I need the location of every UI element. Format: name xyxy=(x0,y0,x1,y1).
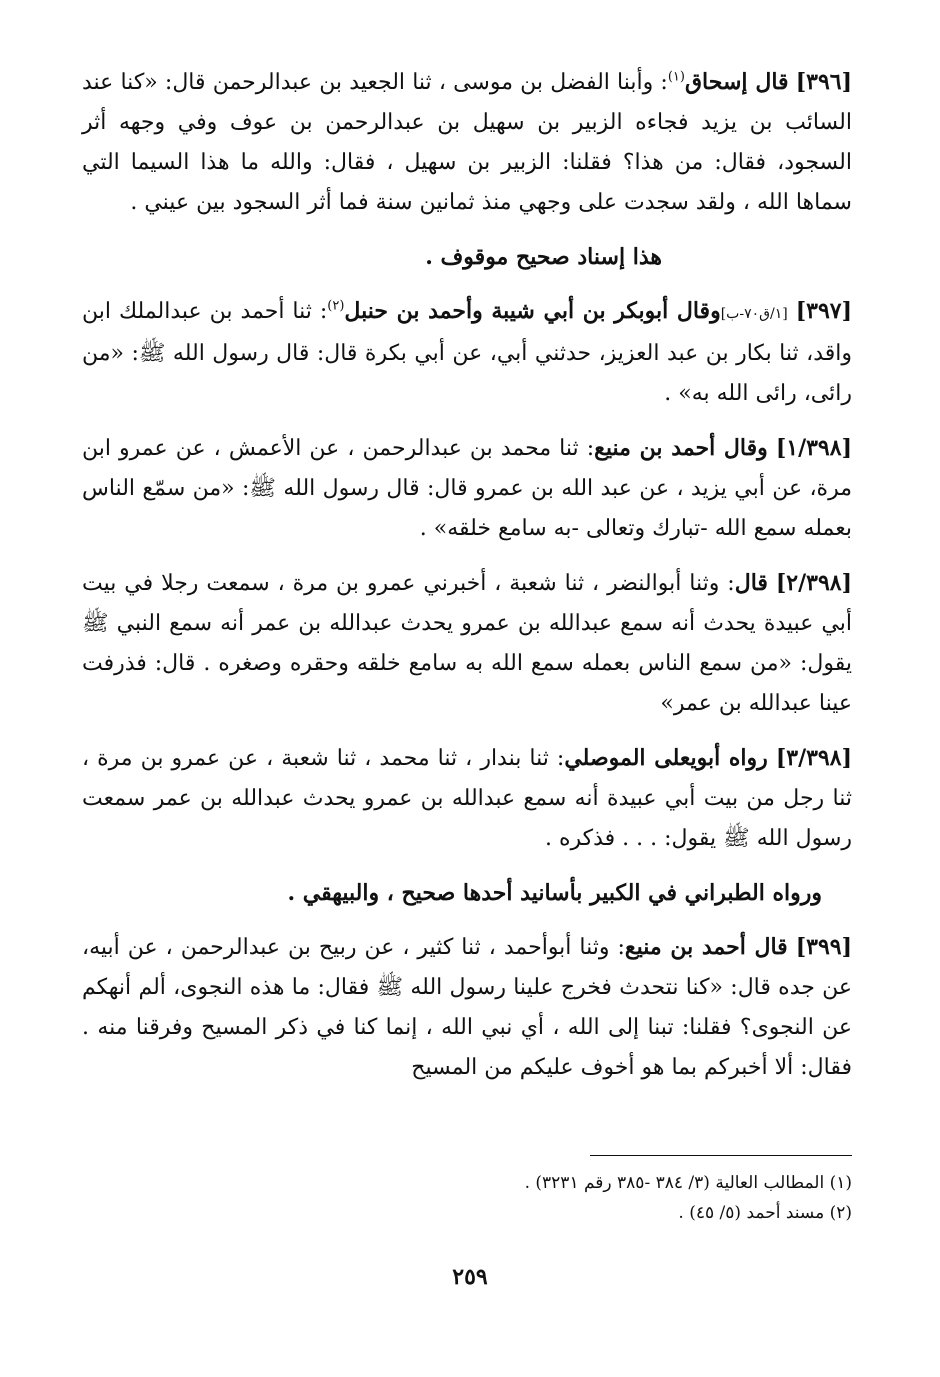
hadith-396 xyxy=(82,62,852,223)
hadith-text: : ثنا بندار ، ثنا محمد ، ثنا شعبة ، عن عمرو بن مرة ، ثنا رجل من بيت أبي عبيدة أنه سمع عبدالله بن عمرو يحدث عبدالله بن عمر سمعت رسول الله ﷺ يقول: . . . فذكره . xyxy=(82,746,852,851)
hadith-number: [١/٣٩٨] xyxy=(775,435,852,461)
page-number: ٢٥٩ xyxy=(452,1264,488,1290)
verdict-2: ورواه الطبراني في الكبير بأسانيد أحدها صحيح ، والبيهقي . xyxy=(287,880,822,906)
narrator-lead: قال xyxy=(734,570,768,596)
footnote-ref: (٢) xyxy=(327,298,345,314)
hadith-text: : وثنا أبوأحمد ، ثنا كثير ، عن ربيح بن عبدالرحمن ، عن أبيه، عن جده قال: «كنا نتحدث فخرج علينا رسول الله ﷺ فقال: ما هذه النجوى، ألم أنهكم عن النجوى؟ فقلنا: تبنا إلى الله ، أي نبي الله ، إنما كنا في ذكر المسيح وفرقنا منه . فقال: ألا أخبركم بما هو أخوف عليكم من المسيح xyxy=(82,935,853,1080)
hadith-number: [٢/٣٩٨] xyxy=(775,570,853,596)
hadith-398-1 xyxy=(82,428,852,549)
footnote-1: (١) المطالب العالية (٣/ ٣٨٤ -٣٨٥ رقم ٣٢٣١) . xyxy=(524,1173,852,1193)
hadith-399 xyxy=(82,927,852,1088)
hadith-text: : وأبنا الفضل بن موسى ، ثنا الجعيد بن عبدالرحمن قال: «كنا عند السائب بن يزيد فجاءه الزبير بن سهيل بن عبدالرحمن بن عوف وفي وجهه أثر السجود، فقال: من هذا؟ فقلنا: الزبير بن سهيل ، فقال: والله ما هذا السيما التي سماها الله ، ولقد سجدت على وجهي منذ ثمانين سنة فما أثر السجود بين عيني . xyxy=(82,70,852,215)
hadith-number: [٣٩٧] xyxy=(795,298,852,324)
manuscript-ref: [١/ق٧٠-ب] xyxy=(720,306,788,322)
hadith-text: : ثنا محمد بن عبدالرحمن ، عن الأعمش ، عن عمرو ابن مرة، عن أبي يزيد ، عن عبد الله بن عمرو قال: قال رسول الله ﷺ: «من سمّع الناس بعمله سمع الله -تبارك وتعالى -به سامع خلقه» . xyxy=(82,436,852,541)
narrator-lead: قال إسحاق xyxy=(684,69,789,95)
hadith-number: [٣٩٩] xyxy=(795,934,852,960)
footnotes xyxy=(352,1168,852,1228)
hadith-text: : ثنا أحمد بن عبدالملك ابن واقد، ثنا بكار بن عبد العزيز، حدثني أبي، عن أبي بكرة قال: قال رسول الله ﷺ: «من رائى، رائى الله به» . xyxy=(82,299,852,406)
hadith-397 xyxy=(82,291,852,414)
footnote-ref: (١) xyxy=(667,69,685,85)
page-body xyxy=(82,62,852,1102)
hadith-398-2 xyxy=(82,563,852,724)
hadith-number: [٣/٣٩٨] xyxy=(775,745,852,771)
narrator-lead: رواه أبويعلى الموصلي xyxy=(564,745,768,771)
footnote-divider xyxy=(590,1155,852,1156)
hadith-text: : وثنا أبوالنضر ، ثنا شعبة ، أخبرني عمرو بن مرة ، سمعت رجلا في بيت أبي عبيدة يحدث أنه سمع عبدالله بن عمرو يحدث عبدالله بن عمر أنه سمع النبي ﷺ يقول: «من سمع الناس بعمله سمع الله به سامع خلقه وحقره وصغره . قال: فذرفت عينا عبدالله بن عمر» xyxy=(82,571,852,716)
footnote-2: (٢) مسند أحمد (٥/ ٤٥) . xyxy=(678,1203,852,1223)
narrator-lead: وقال أبوبكر بن أبي شيبة وأحمد بن حنبل xyxy=(344,298,721,324)
narrator-lead: وقال أحمد بن منيع xyxy=(594,435,768,461)
verdict-1: هذا إسناد صحيح موقوف . xyxy=(425,244,662,270)
hadith-number: [٣٩٦] xyxy=(795,69,853,95)
narrator-lead: قال أحمد بن منيع xyxy=(624,934,788,960)
hadith-398-3 xyxy=(82,738,852,859)
